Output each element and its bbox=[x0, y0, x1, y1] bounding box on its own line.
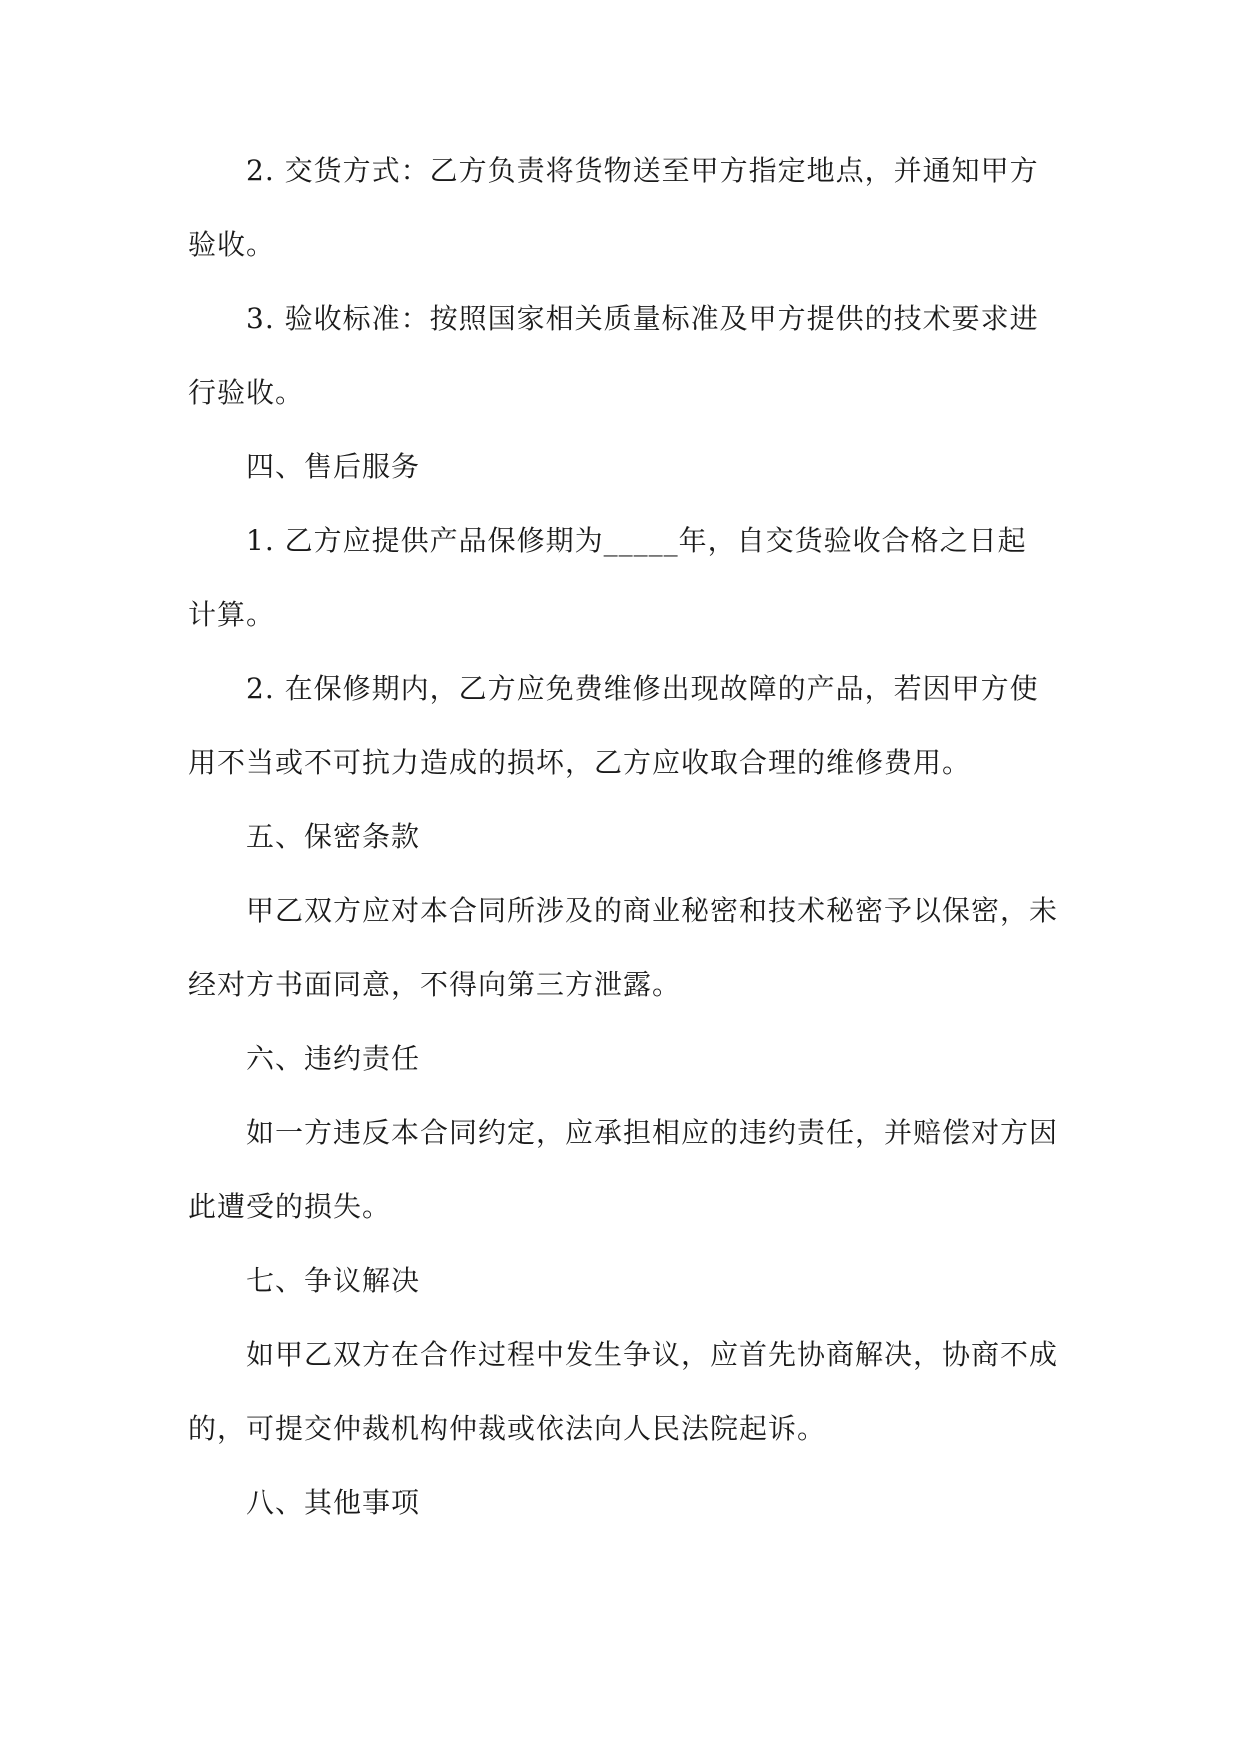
clause-3-3-line-1: 3. 验收标准：按照国家相关质量标准及甲方提供的技术要求进 bbox=[246, 302, 1039, 335]
section-heading-after-sales: 四、售后服务 bbox=[246, 450, 421, 483]
clause-4-2-line-1: 2. 在保修期内，乙方应免费维修出现故障的产品，若因甲方使 bbox=[246, 672, 1039, 705]
clause-3-2-line-2: 验收。 bbox=[188, 228, 276, 261]
dispute-line-1: 如甲乙双方在合作过程中发生争议，应首先协商解决，协商不成 bbox=[246, 1338, 1059, 1371]
confidentiality-line-1: 甲乙双方应对本合同所涉及的商业秘密和技术秘密予以保密，未 bbox=[246, 894, 1059, 927]
clause-4-2-line-2: 用不当或不可抗力造成的损坏，乙方应收取合理的维修费用。 bbox=[188, 746, 972, 779]
clause-3-3-line-2: 行验收。 bbox=[188, 376, 305, 409]
section-heading-other-matters: 八、其他事项 bbox=[246, 1486, 421, 1519]
clause-4-1-line-1: 1. 乙方应提供产品保修期为_____年，自交货验收合格之日起 bbox=[246, 524, 1027, 557]
liability-line-1: 如一方违反本合同约定，应承担相应的违约责任，并赔偿对方因 bbox=[246, 1116, 1059, 1149]
section-heading-dispute: 七、争议解决 bbox=[246, 1264, 421, 1297]
section-heading-confidentiality: 五、保密条款 bbox=[246, 820, 421, 853]
dispute-line-2: 的，可提交仲裁机构仲裁或依法向人民法院起诉。 bbox=[188, 1412, 827, 1445]
liability-line-2: 此遭受的损失。 bbox=[188, 1190, 392, 1223]
clause-3-2-line-1: 2. 交货方式：乙方负责将货物送至甲方指定地点，并通知甲方 bbox=[246, 154, 1039, 187]
section-heading-liability: 六、违约责任 bbox=[246, 1042, 421, 1075]
confidentiality-line-2: 经对方书面同意，不得向第三方泄露。 bbox=[188, 968, 682, 1001]
clause-4-1-line-2: 计算。 bbox=[188, 598, 276, 631]
